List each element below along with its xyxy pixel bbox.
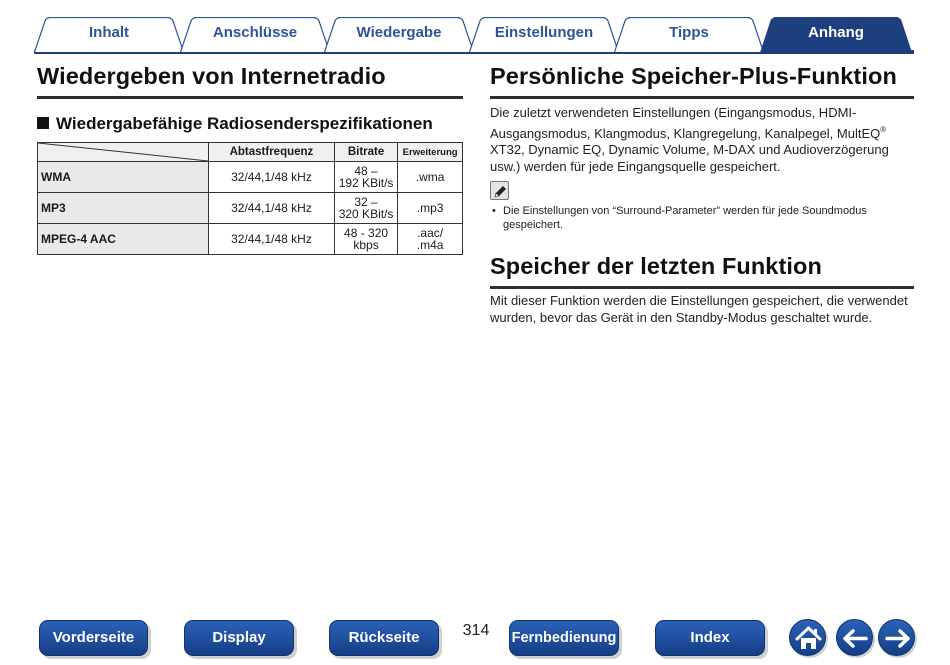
tab-label: Tipps (669, 24, 709, 41)
bitrate-cell (334, 193, 397, 224)
column-header: Erweiterung (398, 143, 463, 162)
bitrate-cell (334, 162, 397, 193)
tab-anhang[interactable] (760, 17, 912, 52)
radio-spec-table (37, 142, 463, 255)
letzte-funktion-paragraph: Mit dieser Funktion werden die Einstellungen gespeichert, die verwendet wurden, bevor das Gerät in den Standby-Modus geschaltet wurde. (490, 293, 908, 325)
tab-label: Wiedergabe (356, 24, 442, 41)
tab-tipps[interactable] (614, 17, 764, 52)
fernbedienung-button[interactable]: Fernbedienung (509, 620, 619, 656)
note-bullet (492, 204, 892, 232)
home-icon (790, 620, 827, 657)
arrow-left-icon (837, 620, 874, 657)
forward-button[interactable] (878, 619, 915, 656)
table-row (38, 162, 463, 193)
page-number: 314 (462, 622, 490, 639)
bitrate-line: kbps (353, 238, 379, 252)
vorderseite-button[interactable]: Vorderseite (39, 620, 148, 656)
table-row (38, 224, 463, 255)
home-button[interactable] (789, 619, 826, 656)
title-rule (37, 96, 463, 99)
tab-wiedergabe[interactable] (324, 17, 474, 52)
display-button[interactable]: Display (184, 620, 294, 656)
bitrate-cell (334, 224, 397, 255)
index-button[interactable]: Index (655, 620, 765, 656)
extension-cell: .mp3 (398, 193, 463, 224)
title-rule (490, 286, 914, 289)
extension-cell: .wma (398, 162, 463, 193)
extension-line: .aac/ (417, 226, 444, 240)
tab-label: Einstellungen (494, 24, 594, 41)
paragraph-text: XT32, Dynamic EQ, Dynamic Volume, M-DAX und Audioverzögerung usw.) werden für jede Eingangsquelle gespeichert. (490, 142, 889, 174)
tab-label: Anschlüsse (212, 24, 298, 41)
tab-anschluesse[interactable] (180, 17, 330, 52)
paragraph-text: Die zuletzt verwendeten Einstellungen (Eingangsmodus, HDMI-Ausgangsmodus, Klangmodus, Klangregelung, Kanalpegel, MultEQ (490, 105, 881, 141)
arrow-right-icon (879, 620, 916, 657)
section-heading (37, 114, 433, 134)
section-title-speicher-plus: Persönliche Speicher-Plus-Funktion (490, 63, 897, 89)
note-text: Die Einstellungen von “Surround-Parameter” werden für jede Soundmodus gespeichert. (503, 205, 867, 231)
format-cell: WMA (38, 162, 209, 193)
tab-einstellungen[interactable] (469, 17, 619, 52)
pencil-icon (490, 181, 509, 200)
format-cell: MPEG-4 AAC (38, 224, 209, 255)
frequency-cell: 32/44,1/48 kHz (209, 224, 335, 255)
column-header: Bitrate (334, 143, 397, 162)
table-corner-cell (38, 143, 209, 162)
extension-line: .m4a (416, 238, 444, 252)
diagonal-line (38, 143, 208, 161)
title-rule (490, 96, 914, 99)
bullet-dot: • (492, 205, 496, 217)
table-row (38, 193, 463, 224)
bitrate-line: 320 KBit/s (338, 207, 394, 221)
bitrate-line: 48 - 320 (344, 226, 389, 240)
table-header-row (38, 143, 463, 162)
bitrate-line: 192 KBit/s (338, 176, 394, 190)
tab-bar (0, 0, 950, 56)
speicher-plus-paragraph (490, 105, 900, 175)
section-heading-text: Wiedergabefähige Radiosenderspezifikationen (56, 114, 433, 133)
extension-cell (398, 224, 463, 255)
back-button[interactable] (836, 619, 873, 656)
page-title-internetradio: Wiedergeben von Internetradio (37, 63, 386, 89)
frequency-cell: 32/44,1/48 kHz (209, 193, 335, 224)
square-bullet-icon (37, 117, 49, 129)
registered-mark: ® (880, 124, 887, 134)
bitrate-line: 32 – (354, 195, 378, 209)
tab-label: Anhang (808, 24, 864, 41)
column-header: Abtastfrequenz (209, 143, 335, 162)
section-title-letzte-funktion: Speicher der letzten Funktion (490, 253, 822, 279)
frequency-cell: 32/44,1/48 kHz (209, 162, 335, 193)
rueckseite-button[interactable]: Rückseite (329, 620, 439, 656)
pencil-glyph (491, 182, 510, 201)
bitrate-line: 48 – (354, 164, 378, 178)
tab-inhalt[interactable] (34, 17, 184, 52)
tab-label: Inhalt (89, 24, 129, 41)
format-cell: MP3 (38, 193, 209, 224)
